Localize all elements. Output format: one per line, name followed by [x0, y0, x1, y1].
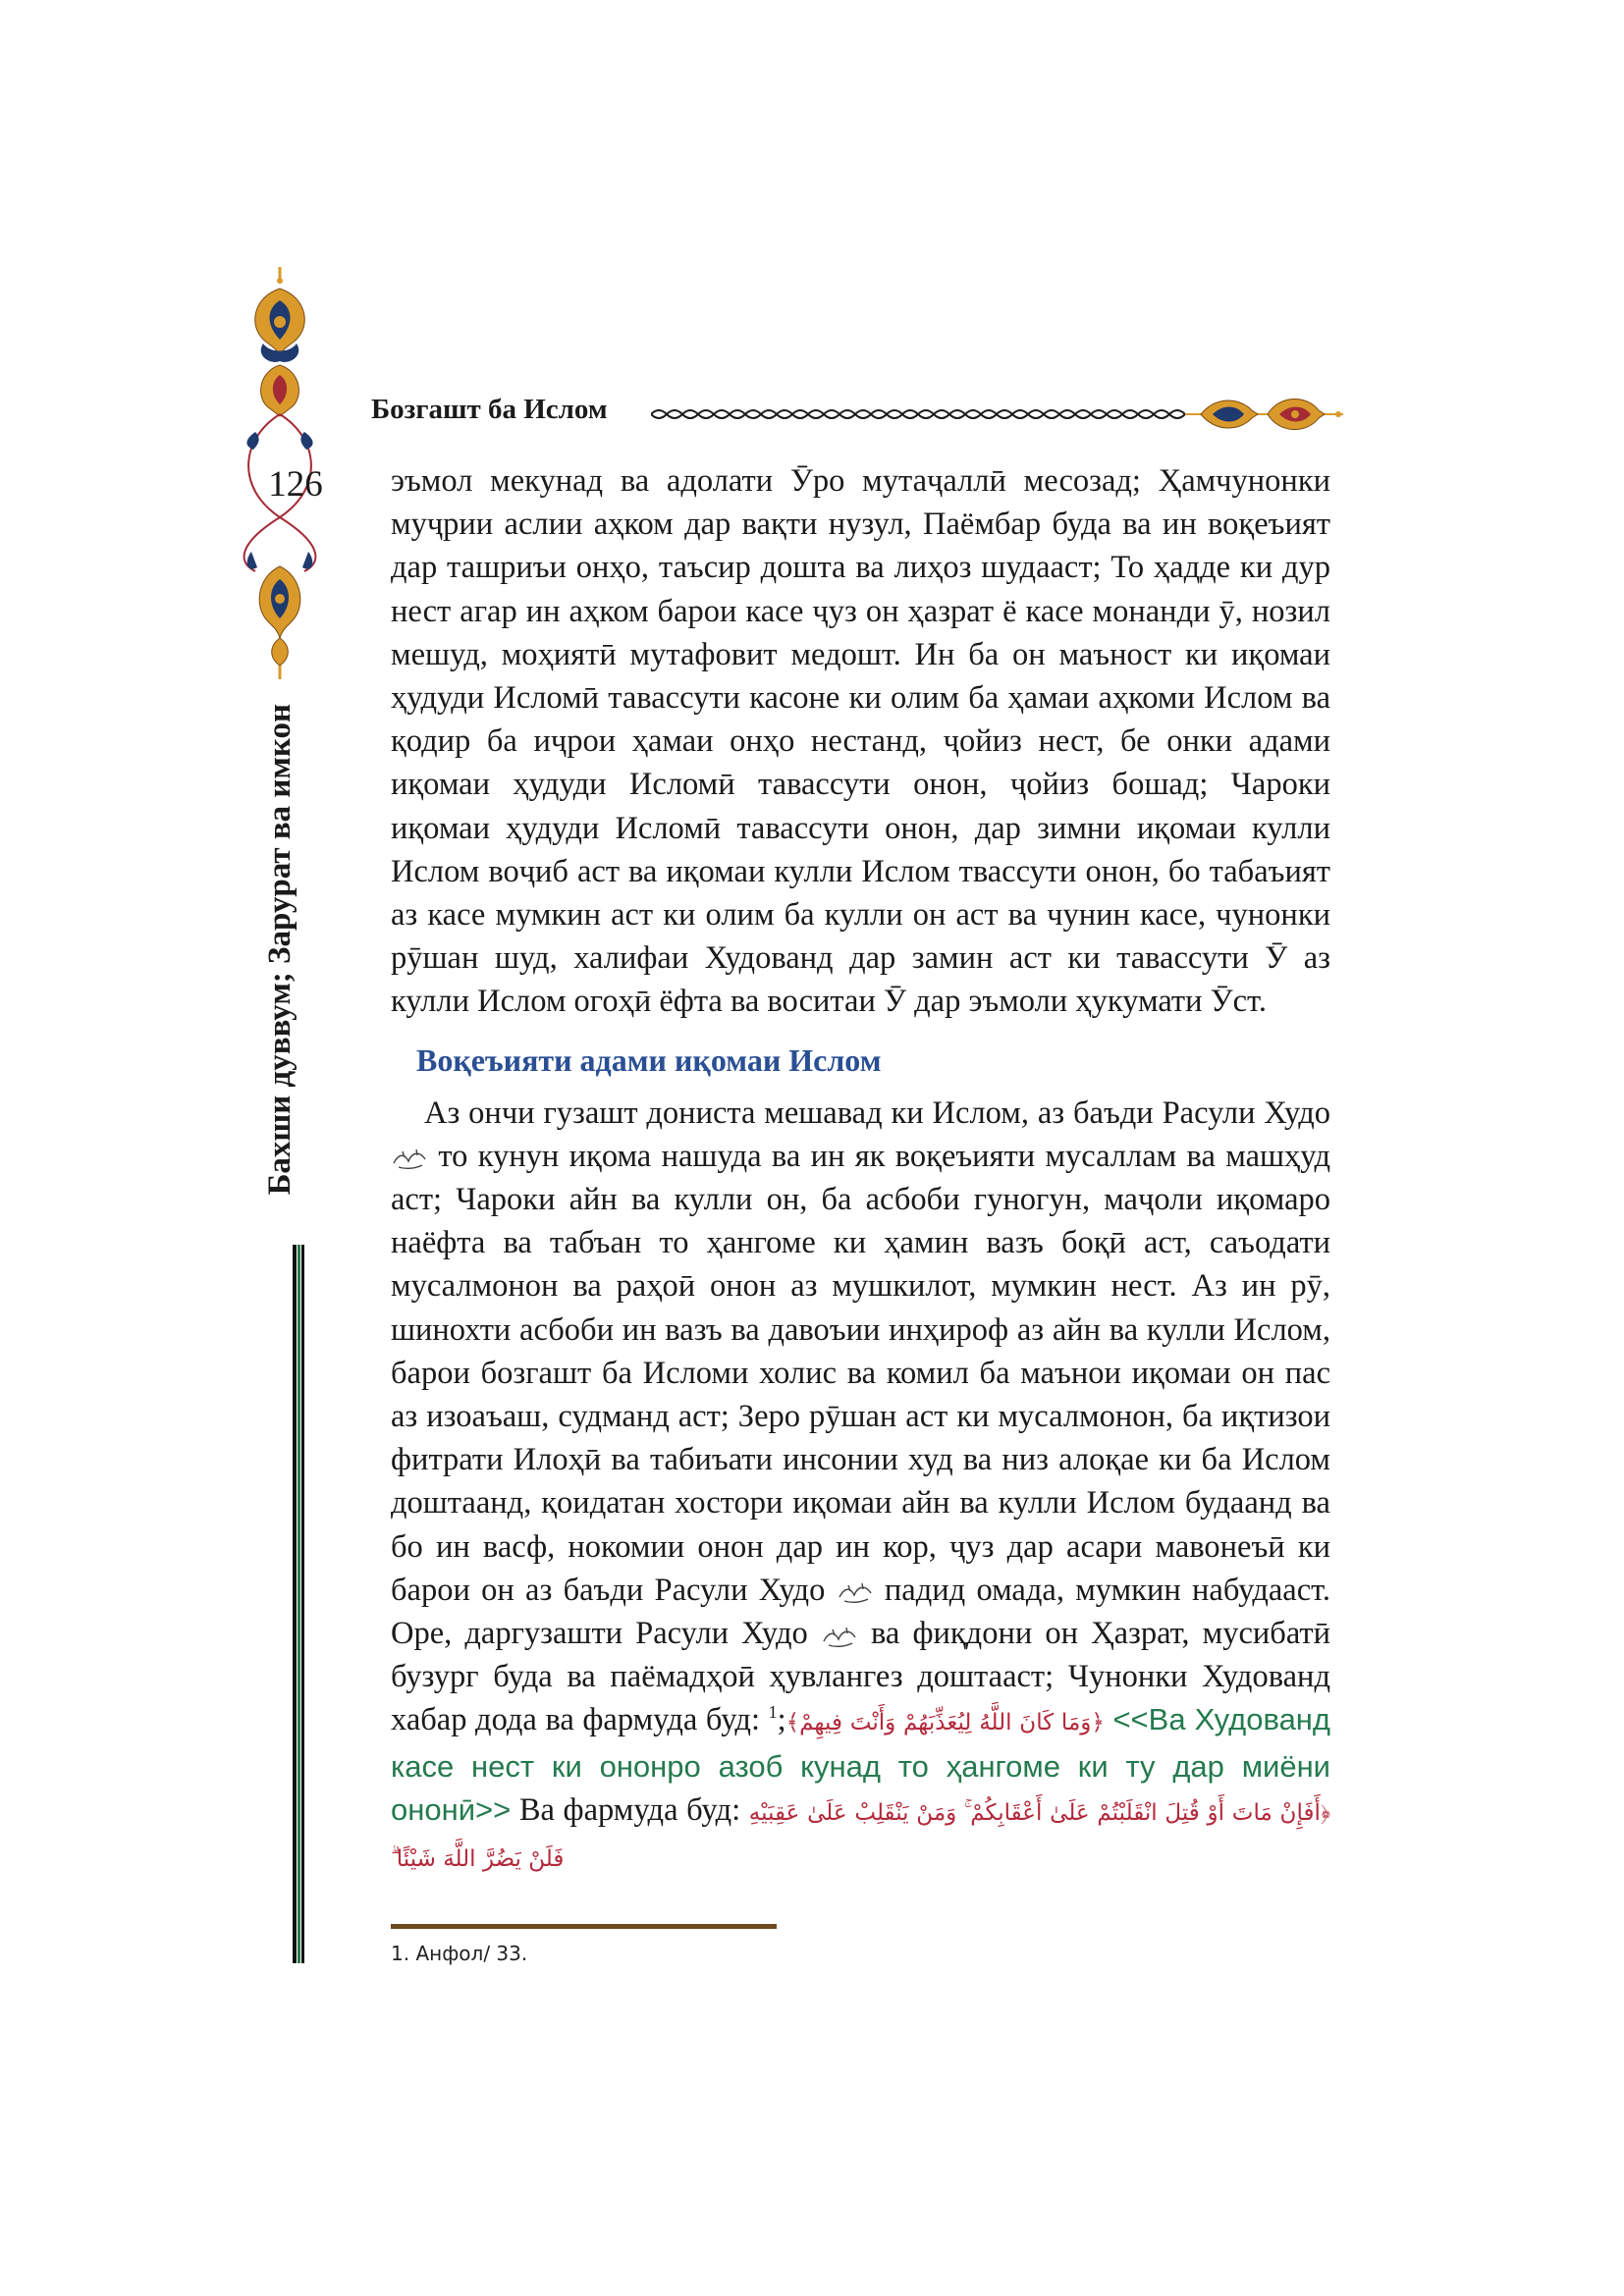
running-header [371, 389, 1343, 438]
salawat-ligature-icon [391, 1146, 428, 1171]
salawat-ligature-icon [821, 1624, 858, 1649]
quran-verse: ﴿أَفَإِنْ مَاتَ أَوْ قُتِلَ انْقَلَبْتُمْ عَلَىٰ أَعْقَابِكُمْ ۚ وَمَنْ يَنْقَلِبْ عَلَىٰ عَقِبَيْهِ فَلَنْ يَضُرَّ اللَّهَ شَيْئًا ۗ [391, 1799, 1331, 1873]
footnote-marker: 1 [768, 1702, 778, 1723]
paragraph-2 [391, 1092, 1330, 1882]
paragraph-2-text: то кунун иқома нашуда ва ин як воқеъияти мусаллам ва машҳуд аст; Чароки айн ва кулли он, ба асбоби гуногун, маҷоли иқомаро наёфта ва табъан то ҳангоме ки ҳамин вазъ боқӣ аст, саъодати мусалмонон ва раҳоӣ онон аз мушкилот, мумкин нест. Аз ин рӯ, шинохти асбоби ин вазъ ва давоъии инҳироф аз айн ва кулли Ислом, барои бозгашт ба Исломи холис ва комил ба маънои иқомаи он пас аз изоаъаш, судманд аст; Зеро рӯшан аст ки мусалмонон, ба иқтизои фитрати Илоҳӣ ва табиъати инсонии худ ва низ алоқае ки ба Ислом доштаанд, қоидатан хостори иқомаи айн ва кулли Ислом будаанд ва бо ин васф, нокомии онон дар ин кор, ҷуз дар асари мавонеъӣ ки барои он аз баъди Расули Худо [391, 1138, 1331, 1608]
main-text [391, 459, 1330, 1881]
section-title: Воқеъияти адами иқомаи Ислом [416, 1041, 882, 1078]
paragraph-2-text: Ва фармуда буд: [518, 1791, 741, 1828]
quran-verse: ﴿وَمَا كَانَ اللَّهُ لِيُعَذِّبَهُمْ وَأَنْتَ فِيهِمْ﴾ [785, 1710, 1105, 1736]
separator: ; [777, 1702, 786, 1738]
page-number: 126 [268, 464, 323, 505]
paragraph-1: эъмол мекунад ва адолати Ӯро мутаҷаллӣ месозад; Ҳамчунонки муҷрии аслии аҳком дар вақти нузул, Паёмбар буда ва ин воқеъият дар ташриъи онҳо, таъсир дошта ва лиҳоз шудааст; То ҳадде ки дур нест агар ин аҳком барои касе ҷуз он ҳазрат ё касе монанди ӯ, нозил мешуд, моҳиятӣ мутафовит медошт. Ин ба он маъност ки иқомаи ҳудуди Исломӣ тавассути касоне ки олим ба ҳамаи аҳкоми Ислом ва қодир ба иҷрои ҳамаи онҳо нестанд, ҷойиз нест, бе онки адами иқомаи ҳудуди Исломӣ тавассути онон, ҷойиз бошад; Чароки иқомаи ҳудуди Исломӣ тавассути онон, дар зимни иқомаи кулли Ислом воҷиб аст ва иқомаи кулли Ислом твассути онон, бо табаъият аз касе мумкин аст ки олим ба кулли он аст ва чунин касе, чунонки рӯшан шуд, халифаи Худованд дар замин аст ки тавассути Ӯ аз кулли Ислом огоҳӣ ёфта ва воситаи Ӯ дар эъмоли ҳукумати Ӯст. [391, 463, 1330, 1020]
footnote: 1. Анфол/ 33. [391, 1942, 528, 1965]
footnote-rule [391, 1924, 777, 1929]
salawat-ligature-icon [837, 1579, 874, 1605]
verse-translation: <<Ва Худованд касе нест ки ононро азоб кунад то ҳангоме ки ту дар миёни ононӣ>> [391, 1702, 1331, 1827]
paragraph-2-text: падид омада, мумкин набудааст. Оре, даргузашти Расули Худо [391, 1572, 1331, 1652]
running-title: Бозгашт ба Ислом [371, 394, 608, 425]
side-title: Бахши дуввум; Зарурат ва имкон [262, 704, 298, 1196]
paragraph-2-text: Аз ончи гузашт дониста мешавад ки Ислом, аз баъди Расули Худо [424, 1095, 1330, 1131]
decorative-header-rule [651, 393, 1343, 432]
vertical-bars [293, 1245, 304, 1963]
paragraph-2-text: ва фиқдони он Ҳазрат, мусибатӣ бузург буда ва паёмадҳоӣ ҳувлангез доштааст; Чунонки Худованд хабар дода ва фармуда буд: [391, 1616, 1330, 1738]
